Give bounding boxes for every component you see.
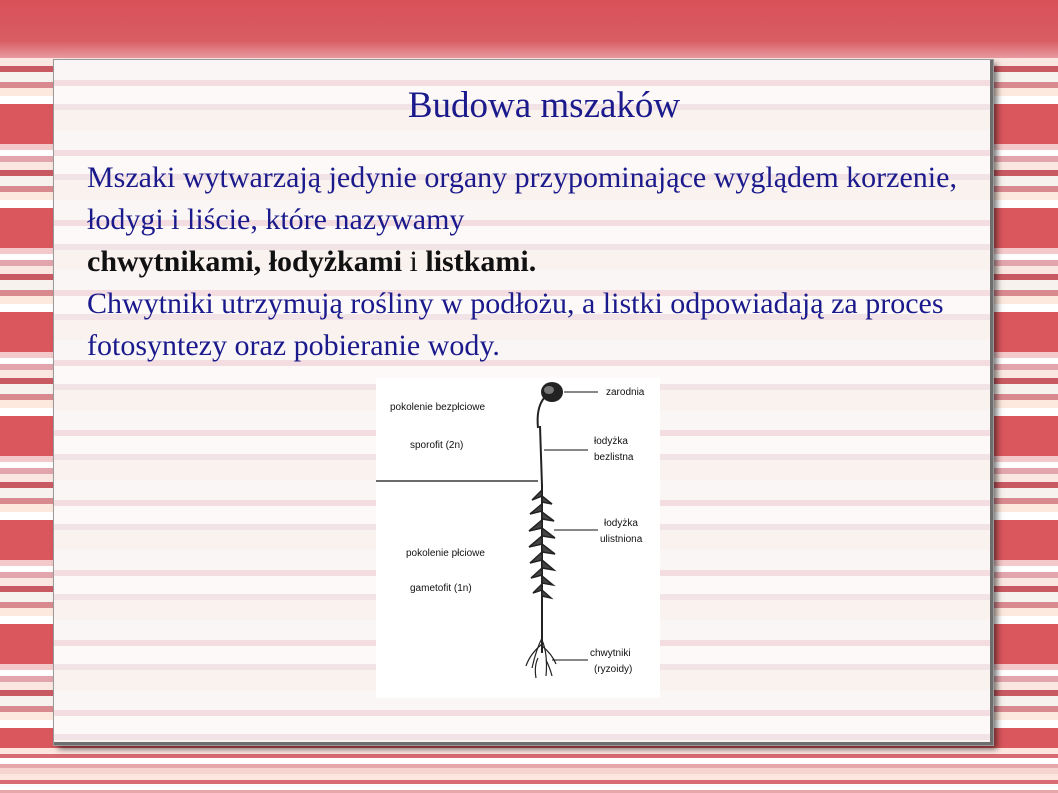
- label-stalk-line1: łodyżka: [594, 436, 628, 447]
- label-leafy-stem-line1: łodyżka: [604, 518, 638, 529]
- slide-title: Budowa mszaków: [407, 85, 681, 126]
- label-rhizoids-line2: (ryzoidy): [594, 664, 633, 675]
- label-sporophyte: sporofit (2n): [410, 440, 464, 451]
- leaves-group: [529, 490, 555, 598]
- bold-term-2: listkami.: [425, 245, 537, 278]
- label-capsule: zarodnia: [606, 387, 645, 398]
- paragraph-1-text: Mszaki wytwarzają jedynie organy przypominające wyglądem korzenie, łodygi i liście, które nazywamy: [87, 161, 957, 236]
- moss-diagram: [376, 378, 660, 698]
- capsule-highlight: [544, 386, 554, 394]
- seta-stalk: [540, 426, 542, 486]
- label-leafy-stem-line2: ulistniona: [600, 534, 643, 545]
- background-top-band: [0, 0, 1058, 58]
- capsule-neck: [538, 398, 544, 428]
- label-gametophyte: gametofit (1n): [410, 583, 472, 594]
- moss-diagram-svg: [376, 378, 660, 698]
- conjunction-text: i: [409, 245, 418, 278]
- background-bottom-band: [0, 748, 1058, 793]
- slide-card: [54, 60, 993, 745]
- label-sexual-generation: pokolenie płciowe: [406, 548, 485, 559]
- slide-body-text: [87, 157, 967, 367]
- label-rhizoids-line1: chwytniki: [590, 648, 631, 659]
- bold-term-1: chwytnikami, łodyżkami: [87, 245, 403, 278]
- label-asexual-generation: pokolenie bezpłciowe: [390, 402, 486, 413]
- paragraph-2-text: Chwytniki utrzymują rośliny w podłożu, a listki odpowiadają za proces fotosyntezy oraz pobieranie wody.: [87, 287, 944, 362]
- label-stalk-line2: bezlistna: [594, 452, 634, 463]
